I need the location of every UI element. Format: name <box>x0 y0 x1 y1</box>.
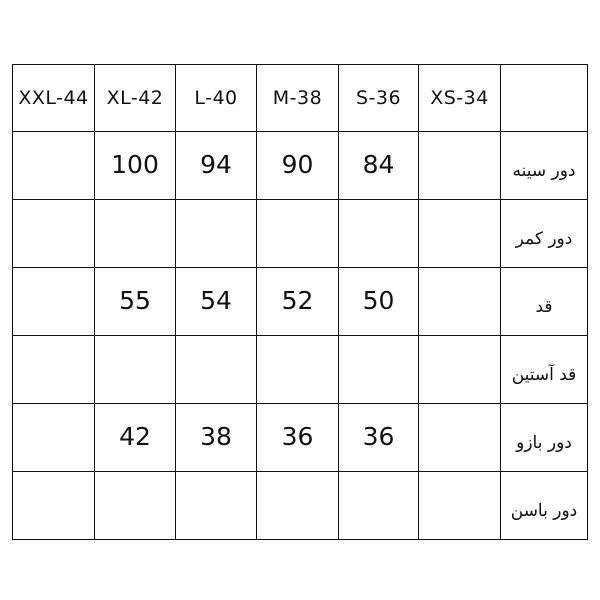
row-label-cell <box>501 268 588 336</box>
table-cell <box>13 404 95 472</box>
cell-value: 55 <box>119 286 151 315</box>
cell-value: 36 <box>281 422 314 451</box>
table-cell <box>257 200 339 268</box>
table-cell <box>419 472 501 540</box>
cell-value: 42 <box>119 422 151 451</box>
table-cell <box>419 404 501 472</box>
table-cell <box>95 336 176 404</box>
row-label: دور باسن <box>510 500 578 521</box>
table-cell <box>95 404 176 472</box>
row-label-cell <box>501 472 588 540</box>
table-cell <box>13 268 95 336</box>
table-cell <box>257 268 339 336</box>
row-label-cell <box>501 200 588 268</box>
table-row <box>13 132 588 200</box>
cell-value: 90 <box>281 150 314 179</box>
table-cell <box>257 404 339 472</box>
table-cell <box>176 132 257 200</box>
column-header-l: L-40 <box>176 65 257 132</box>
table-cell <box>95 200 176 268</box>
size-chart-table <box>12 64 588 540</box>
table-row <box>13 268 588 336</box>
cell-value: 54 <box>200 286 232 315</box>
row-label: قد آستین <box>511 364 577 385</box>
row-label: قد <box>535 296 553 317</box>
cell-value: 94 <box>200 150 232 179</box>
cell-value: 84 <box>362 150 395 179</box>
cell-value: 50 <box>362 286 395 315</box>
table-cell <box>13 336 95 404</box>
table-row <box>13 336 588 404</box>
cell-value: 100 <box>111 150 159 179</box>
column-header-xxl: XXL-44 <box>13 65 95 132</box>
table-cell <box>95 132 176 200</box>
table-cell <box>419 336 501 404</box>
table-cell <box>257 336 339 404</box>
table-row <box>13 404 588 472</box>
row-label-cell <box>501 336 588 404</box>
table-cell <box>176 472 257 540</box>
column-header-xs: XS-34 <box>419 65 501 132</box>
table-cell <box>339 200 419 268</box>
table-cell <box>13 200 95 268</box>
column-header-m: M-38 <box>257 65 339 132</box>
table-cell <box>95 268 176 336</box>
table-cell <box>419 200 501 268</box>
row-label: دور سینه <box>512 160 576 181</box>
cell-value: 36 <box>362 422 395 451</box>
table-cell <box>176 200 257 268</box>
table-cell <box>95 472 176 540</box>
column-header-xl: XL-42 <box>95 65 176 132</box>
cell-value: 52 <box>281 286 314 315</box>
table-cell <box>339 336 419 404</box>
column-header-label <box>501 65 588 132</box>
column-header-s: S-36 <box>339 65 419 132</box>
table-cell <box>339 132 419 200</box>
table-cell <box>339 404 419 472</box>
table-cell <box>419 268 501 336</box>
table-cell <box>176 268 257 336</box>
table-cell <box>13 132 95 200</box>
table-row <box>13 200 588 268</box>
row-label: دور بازو <box>516 432 572 453</box>
table-cell <box>419 132 501 200</box>
header-row <box>13 65 588 132</box>
table-cell <box>257 132 339 200</box>
table-cell <box>339 268 419 336</box>
row-label: دور کمر <box>515 228 573 249</box>
table-cell <box>13 472 95 540</box>
row-label-cell <box>501 132 588 200</box>
table-cell <box>176 404 257 472</box>
row-label-cell <box>501 404 588 472</box>
table-cell <box>339 472 419 540</box>
table-cell <box>176 336 257 404</box>
table-row <box>13 472 588 540</box>
cell-value: 38 <box>200 422 232 451</box>
table-cell <box>257 472 339 540</box>
